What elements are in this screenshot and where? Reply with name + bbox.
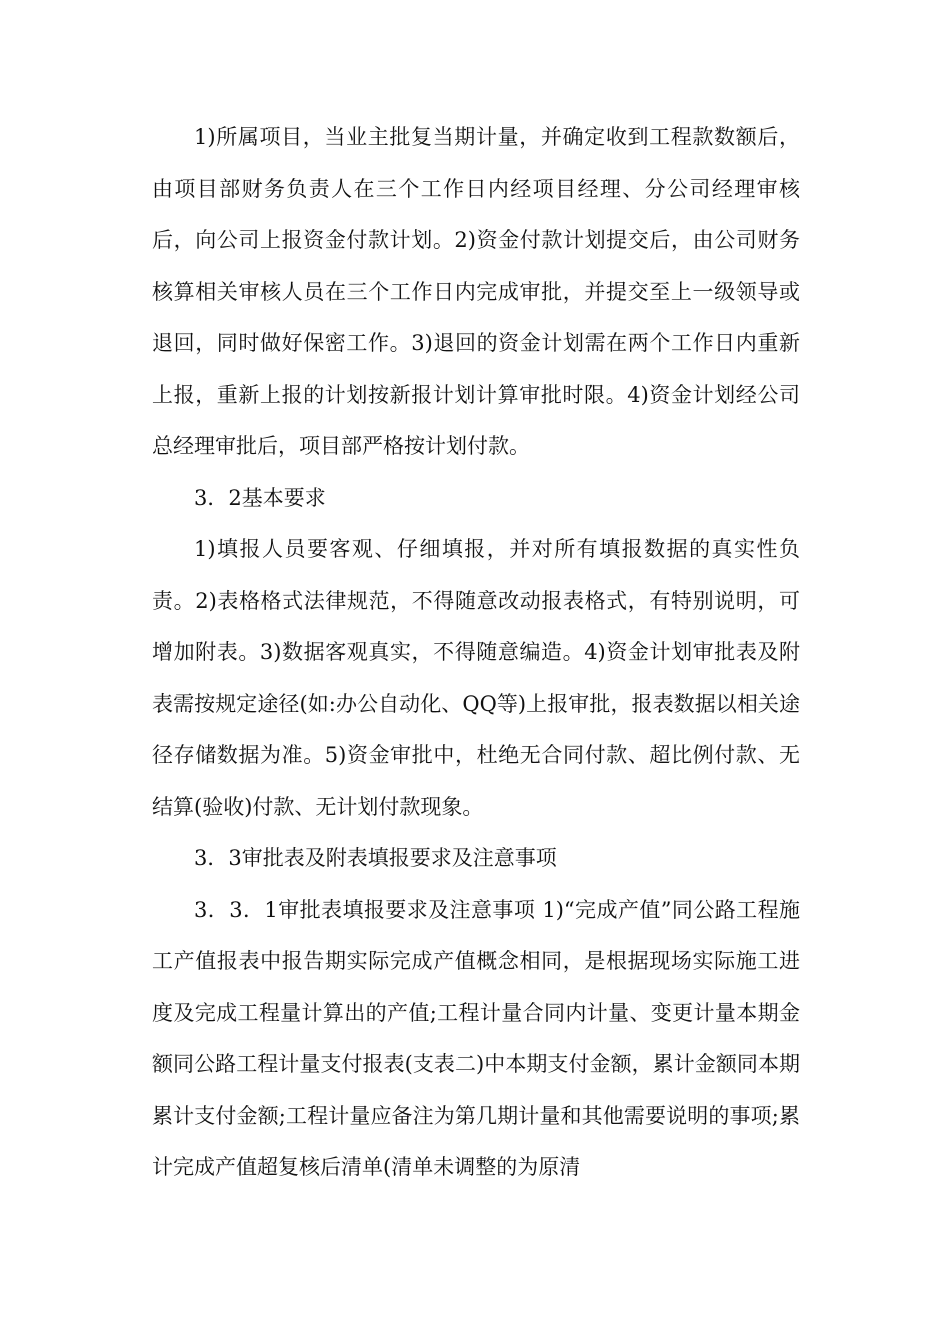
document-body [152, 112, 800, 1194]
heading-approval-form-requirements: 3．3审批表及附表填报要求及注意事项 [194, 846, 557, 870]
heading-basic-requirements: 3．2基本要求 [194, 485, 326, 510]
paragraph-basic-requirements: 1)填报人员要客观、仔细填报，并对所有填报数据的真实性负责。2)表格格式法律规范，不得随意改动报表格式，有特别说明，可增加附表。3)数据客观真实，不得随意编造。4)资金计划审批表及附表需按规定途径(如:办公自动化、QQ等)上报审批，报表数据以相关途径存储数据为准。5)资金审批中，杜绝无合同付款、超比例付款、无结算(验收)付款、无计划付款现象。 [152, 537, 800, 819]
paragraph-fund-plan-procedure: 1)所属项目，当业主批复当期计量，并确定收到工程款数额后，由项目部财务负责人在三个工作日内经项目经理、分公司经理审核后，向公司上报资金付款计划。2)资金付款计划提交后，由公司财务核算相关审核人员在三个工作日内完成审批，并提交至上一级领导或退回，同时做好保密工作。3)退回的资金计划需在两个工作日内重新上报，重新上报的计划按新报计划计算审批时限。4)资金计划经公司总经理审批后，项目部严格按计划付款。 [152, 125, 800, 458]
paragraph-approval-form-details: 3．3．1审批表填报要求及注意事项 1)“完成产值”同公路工程施工产值报表中报告期实际完成产值概念相同，是根据现场实际施工进度及完成工程量计算出的产值;工程计量合同内计量、变更计量本期金额同公路工程计量支付报表(支表二)中本期支付金额，累计金额同本期累计支付金额;工程计量应备注为第几期计量和其他需要说明的事项;累计完成产值超复核后清单(清单未调整的为原清 [152, 897, 800, 1179]
